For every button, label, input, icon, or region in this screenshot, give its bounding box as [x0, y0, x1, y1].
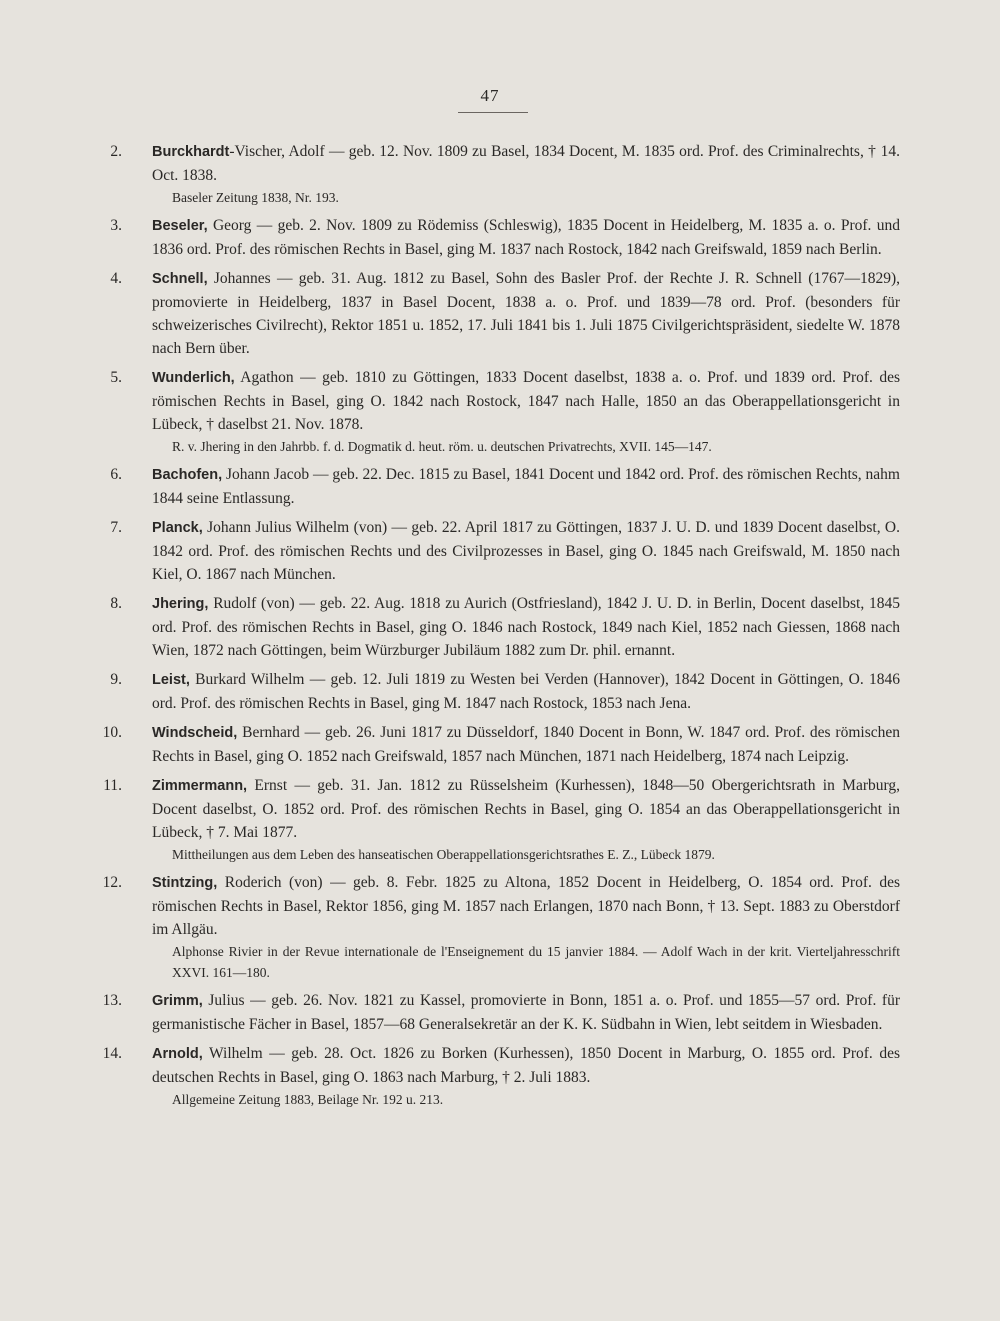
entry-text [152, 214, 900, 261]
entry-text [152, 267, 900, 360]
entry-number: 10. [102, 724, 122, 741]
entry-text [152, 366, 900, 436]
list-item [100, 721, 900, 768]
list-item [100, 267, 900, 360]
entry-surname: Zimmermann, [152, 778, 248, 794]
list-item [100, 463, 900, 510]
list-item [100, 516, 900, 586]
entry-body: Ernst — geb. 31. Jan. 1812 zu Rüsselsheim (Kurhessen), 1848—50 Obergerichtsrath in Marburg, Docent daselbst, O. 1852 ord. Prof. des römischen Rechts in Basel, ging O. 1854 an das Oberappellationsgericht in Lübeck, † 7. Mai 1877. [152, 777, 900, 841]
entry-number: 4. [110, 270, 122, 287]
entry-surname: Stintzing, [152, 875, 218, 891]
entry-body: Rudolf (von) — geb. 22. Aug. 1818 zu Aurich (Ostfriesland), 1842 J. U. D. in Berlin, Docent daselbst, 1845 ord. Prof. des römischen Rechts in Basel, ging O. 1846 nach Rostock, 1849 nach Kiel, 1852 nach Giessen, 1868 nach Wien, 1872 nach Göttingen, beim Würzburger Jubiläum 1882 zum Dr. phil. ernannt. [152, 595, 900, 659]
entry-reference-note: R. v. Jhering in den Jahrbb. f. d. Dogmatik d. heut. röm. u. deutschen Privatrechts, XVII. 145—147. [172, 439, 712, 454]
entry-reference-note: Baseler Zeitung 1838, Nr. 193. [172, 190, 339, 205]
entry-surname: Bachofen, [152, 467, 223, 483]
entry-number: 9. [110, 671, 122, 688]
entry-number: 2. [110, 143, 122, 160]
entry-reference-note: Mittheilungen aus dem Leben des hanseatischen Oberappellationsgerichtsrathes E. Z., Lübeck 1879. [172, 847, 715, 862]
list-item [100, 140, 900, 208]
entry-body: Roderich (von) — geb. 8. Febr. 1825 zu Altona, 1852 Docent in Heidelberg, O. 1854 ord. Prof. des römischen Rechts in Basel, Rektor 1856, ging M. 1857 nach Erlangen, 1870 nach Bonn, † 13. Sept. 1883 zu Oberstdorf im Allgäu. [152, 874, 900, 938]
entry-text [152, 774, 900, 844]
page-number: 47 [480, 86, 500, 105]
entry-surname: Wunderlich, [152, 370, 235, 386]
entry-text [152, 721, 900, 768]
entry-number: 13. [102, 992, 122, 1009]
entry-body: Julius — geb. 26. Nov. 1821 zu Kassel, promovierte in Bonn, 1851 a. o. Prof. und 1855—57 ord. Prof. für germanistische Fächer in Basel, 1857—68 Generalsekretär an der K. K. Südbahn in Wien, lebt seitdem in Wiesbaden. [152, 992, 900, 1033]
list-item [100, 366, 900, 457]
entry-body: -Vischer, Adolf — geb. 12. Nov. 1809 zu Basel, 1834 Docent, M. 1835 ord. Prof. des Criminalrechts, † 14. Oct. 1838. [152, 143, 900, 184]
entry-surname: Burckhardt [152, 144, 230, 160]
entry-body: Wilhelm — geb. 28. Oct. 1826 zu Borken (Kurhessen), 1850 Docent in Marburg, O. 1855 ord. Prof. des deutschen Rechts in Basel, ging O. 1863 nach Marburg, † 2. Juli 1883. [152, 1045, 900, 1086]
entry-text [152, 516, 900, 586]
entry-body: Burkard Wilhelm — geb. 12. Juli 1819 zu Westen bei Verden (Hannover), 1842 Docent in Göttingen, O. 1846 ord. Prof. des römischen Rechts in Basel, ging M. 1847 nach Rostock, 1853 nach Jena. [152, 671, 900, 712]
entry-body: Georg — geb. 2. Nov. 1809 zu Rödemiss (Schleswig), 1835 Docent in Heidelberg, M. 1835 a. o. Prof. und 1836 ord. Prof. des römischen Rechts in Basel, ging M. 1837 nach Rostock, 1842 nach Greifswald, 1859 nach Berlin. [152, 217, 900, 258]
entry-surname: Planck, [152, 520, 203, 536]
entry-text [152, 463, 900, 510]
list-item [100, 1042, 900, 1110]
entry-surname: Leist, [152, 672, 190, 688]
entry-body: Johannes — geb. 31. Aug. 1812 zu Basel, Sohn des Basler Prof. der Rechte J. R. Schnell (1767—1829), promovierte in Heidelberg, 1837 in Basel Docent, 1838 a. o. Prof. und 1839—78 ord. Prof. (besonders für schweizerisches Civilrecht), Rektor 1851 u. 1852, 17. Juli 1841 bis 1. Juli 1875 Civilgerichtspräsident, siedelte W. 1878 nach Bern über. [152, 270, 900, 357]
entry-reference-note: Alphonse Rivier in der Revue internationale de l'Enseignement du 15 janvier 1884. — Adolf Wach in der krit. Vierteljahresschrift XXVI. 161—180. [172, 944, 900, 980]
list-item [100, 668, 900, 715]
entry-text [152, 592, 900, 662]
entry-text [152, 989, 900, 1036]
entry-surname: Grimm, [152, 993, 203, 1009]
entry-surname: Jhering, [152, 596, 209, 612]
entry-text [152, 871, 900, 941]
page-number-rule [458, 112, 528, 113]
entry-body: Agathon — geb. 1810 zu Göttingen, 1833 Docent daselbst, 1838 a. o. Prof. und 1839 ord. Prof. des römischen Rechts in Basel, ging O. 1842 nach Rostock, 1847 nach Halle, 1850 an das Oberappellationsgericht in Lübeck, † daselbst 21. Nov. 1878. [152, 369, 900, 433]
list-item [100, 214, 900, 261]
entry-list [100, 140, 900, 1116]
entry-number: 5. [110, 369, 122, 386]
entry-number: 3. [110, 217, 122, 234]
entry-body: Johann Jacob — geb. 22. Dec. 1815 zu Basel, 1841 Docent und 1842 ord. Prof. des römischen Rechts, nahm 1844 seine Entlassung. [152, 466, 900, 507]
entry-body: Bernhard — geb. 26. Juni 1817 zu Düsseldorf, 1840 Docent in Bonn, W. 1847 ord. Prof. des römischen Rechts in Basel, ging O. 1852 nach Greifswald, 1857 nach München, 1871 nach Heidelberg, 1874 nach Leipzig. [152, 724, 900, 765]
entry-text [152, 1042, 900, 1089]
entry-number: 14. [102, 1045, 122, 1062]
entry-surname: Schnell, [152, 271, 208, 287]
entry-number: 12. [102, 874, 122, 891]
list-item [100, 871, 900, 983]
list-item [100, 774, 900, 865]
list-item [100, 989, 900, 1036]
entry-surname: Windscheid, [152, 725, 238, 741]
entry-body: Johann Julius Wilhelm (von) — geb. 22. April 1817 zu Göttingen, 1837 J. U. D. und 1839 Docent daselbst, O. 1842 ord. Prof. des römischen Rechts und des Civilprozesses in Basel, ging O. 1845 nach Greifswald, M. 1850 nach Kiel, O. 1867 nach München. [152, 519, 900, 583]
entry-text [152, 140, 900, 187]
entry-number: 8. [110, 595, 122, 612]
entry-number: 11. [103, 777, 122, 794]
entry-number: 6. [110, 466, 122, 483]
list-item [100, 592, 900, 662]
entry-surname: Beseler, [152, 218, 208, 234]
entry-reference-note: Allgemeine Zeitung 1883, Beilage Nr. 192 u. 213. [172, 1092, 444, 1107]
entry-text [152, 668, 900, 715]
entry-surname: Arnold, [152, 1046, 203, 1062]
entry-number: 7. [110, 519, 122, 536]
